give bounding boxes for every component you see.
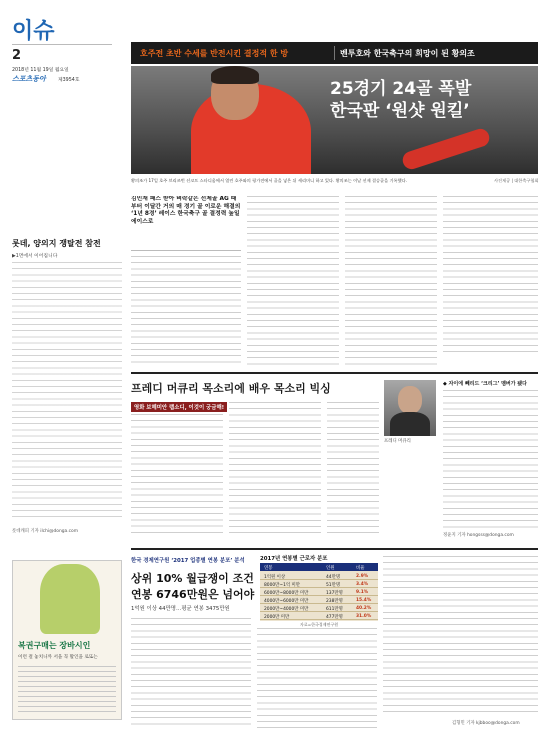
issue-number: 제3954호 xyxy=(58,78,80,83)
table-cell: 3.4% xyxy=(356,581,369,587)
main-col-1 xyxy=(131,256,241,366)
table-cell: 2000만 미만 xyxy=(264,614,290,620)
salary-table-source: 자료=한국경제연구원 xyxy=(300,622,339,627)
issue-date: 2018년 11월 19일 월요일 xyxy=(12,68,69,73)
table-cell: 8000만~1억 미만 xyxy=(264,582,301,588)
table-cell: 477만명 xyxy=(326,614,343,620)
left-lead: 김민재 패스 받아 벼락같은 선제골 AG 때부터 이달간 거의 매 경기 골 이로운 해결의 ‘1년 8경’ 레이스 한국축구 골 결정력 높일 에이스로 xyxy=(131,196,241,225)
table-body xyxy=(260,572,378,620)
table-cell: 611만명 xyxy=(326,606,343,612)
player-hair xyxy=(211,66,259,84)
table-header-cell: 인원 xyxy=(326,566,335,571)
section-title: 이슈 xyxy=(12,19,55,44)
feature-sidebar-body xyxy=(443,390,538,530)
top-banner-left: 호주전 초반 수세를 반전시킨 결정적 한 방 xyxy=(140,49,289,58)
table-cell: 44만명 xyxy=(326,574,341,580)
hero-photo-credit: 사진제공 | 대한축구협회 xyxy=(494,178,539,183)
feature-divider xyxy=(131,372,538,374)
table-row xyxy=(260,612,378,620)
player-arm xyxy=(400,127,491,172)
bottom-col-3 xyxy=(383,556,538,716)
portrait-head xyxy=(398,386,422,414)
ad-fineprint xyxy=(18,666,116,714)
feature-col-3 xyxy=(327,402,379,538)
table-cell: 51만명 xyxy=(326,582,341,588)
feature-portrait xyxy=(384,380,436,436)
table-header-cell: 연봉 xyxy=(264,566,273,571)
masthead-divider xyxy=(12,44,112,45)
main-col-4 xyxy=(443,196,538,356)
salary-table-caption: 2017년 연봉별 근로자 분포 xyxy=(260,556,328,562)
table-cell: 15.4% xyxy=(356,597,372,603)
bottom-col-2 xyxy=(257,628,377,728)
feature-col-1 xyxy=(131,414,223,538)
sub-story-head: 롯데, 양의지 쟁탈전 참전 xyxy=(12,239,101,248)
table-cell: 1억원 이상 xyxy=(264,574,286,580)
table-cell: 2.9% xyxy=(356,573,369,579)
table-row xyxy=(260,596,378,604)
paper-logo: 스포츠동아 xyxy=(12,75,46,83)
table-row xyxy=(260,588,378,596)
portrait-body xyxy=(390,412,430,436)
sub-story-credit: 롯데캐피 기자 ilchi@donga.com xyxy=(12,529,78,534)
hero-headline-2: 한국판 ‘원샷 원킬’ xyxy=(330,101,470,121)
table-cell: 2000만~4000만 미만 xyxy=(264,606,309,612)
hero-caption: 황의조가 17일 호주 브리즈번 선코프 스타디움에서 열린 호주와의 평가전에서 골을 넣은 뒤 세리머니 하고 있다. 황의조는 이날 선제 결승골을 기록했다. xyxy=(131,178,407,183)
table-header-cell: 비율 xyxy=(356,566,365,571)
table-cell: 4000만~6000만 미만 xyxy=(264,598,309,604)
table-cell: 6000만~8000만 미만 xyxy=(264,590,309,596)
table-cell: 31.0% xyxy=(356,613,372,619)
salary-table xyxy=(260,563,378,621)
main-col-3 xyxy=(345,196,437,366)
bottom-kicker: 한국 경제연구원 ‘2017 업종별 연봉 분포’ 분석 xyxy=(131,558,245,564)
table-cell: 9.1% xyxy=(356,589,369,595)
bottom-credit: 김형민 기자 kjbboo@donga.com xyxy=(452,721,520,726)
sub-story-body xyxy=(12,262,122,522)
main-col-2 xyxy=(247,196,339,366)
portrait-caption: 프레디 머큐리 xyxy=(384,439,411,444)
feature-box-title: 영화 보헤미안 랩소디, 이것이 궁금해! xyxy=(131,402,227,412)
bottom-divider xyxy=(131,548,538,550)
left-lead-rule xyxy=(131,250,241,251)
top-banner-divider xyxy=(334,46,335,60)
table-cell: 238만명 xyxy=(326,598,343,604)
ad-title: 복권구매는 장바시인 xyxy=(18,641,91,650)
table-row xyxy=(260,580,378,588)
bottom-headline-2: 연봉 6746만원은 넘어야 xyxy=(131,588,255,601)
bottom-col-1 xyxy=(131,618,251,728)
sub-story-label: ▶1면에서 이어집니다 xyxy=(12,254,58,259)
table-cell: 137만명 xyxy=(326,590,343,596)
ad-person xyxy=(40,564,100,634)
ad-subtitle: 이런 걸 놓치니까 서을 꼭 활인을 로또는 xyxy=(18,655,98,660)
table-cell: 40.2% xyxy=(356,605,372,611)
feature-credit: 정윤지 기자 hongsss@donga.com xyxy=(443,533,514,538)
page-number: 2 xyxy=(12,48,22,63)
bottom-headline-1: 상위 10% 월급쟁이 조건 xyxy=(131,572,254,585)
feature-sidebar-title: ◆ 자이에 빼리드 ‘크리그’ 멤버가 됐다 xyxy=(443,381,527,387)
feature-headline: 프레디 머큐리 목소리에 배우 목소리 빅싱 xyxy=(131,382,331,395)
top-banner-right: 벤투호와 한국축구의 희망이 된 황의조 xyxy=(340,49,475,58)
table-row xyxy=(260,572,378,580)
table-row xyxy=(260,604,378,612)
hero-headline-1: 25경기 24골 폭발 xyxy=(330,79,472,99)
feature-col-2 xyxy=(229,402,321,538)
bottom-sub: 1억원 이상 44만명…평균 연봉 3475만원 xyxy=(131,606,230,612)
